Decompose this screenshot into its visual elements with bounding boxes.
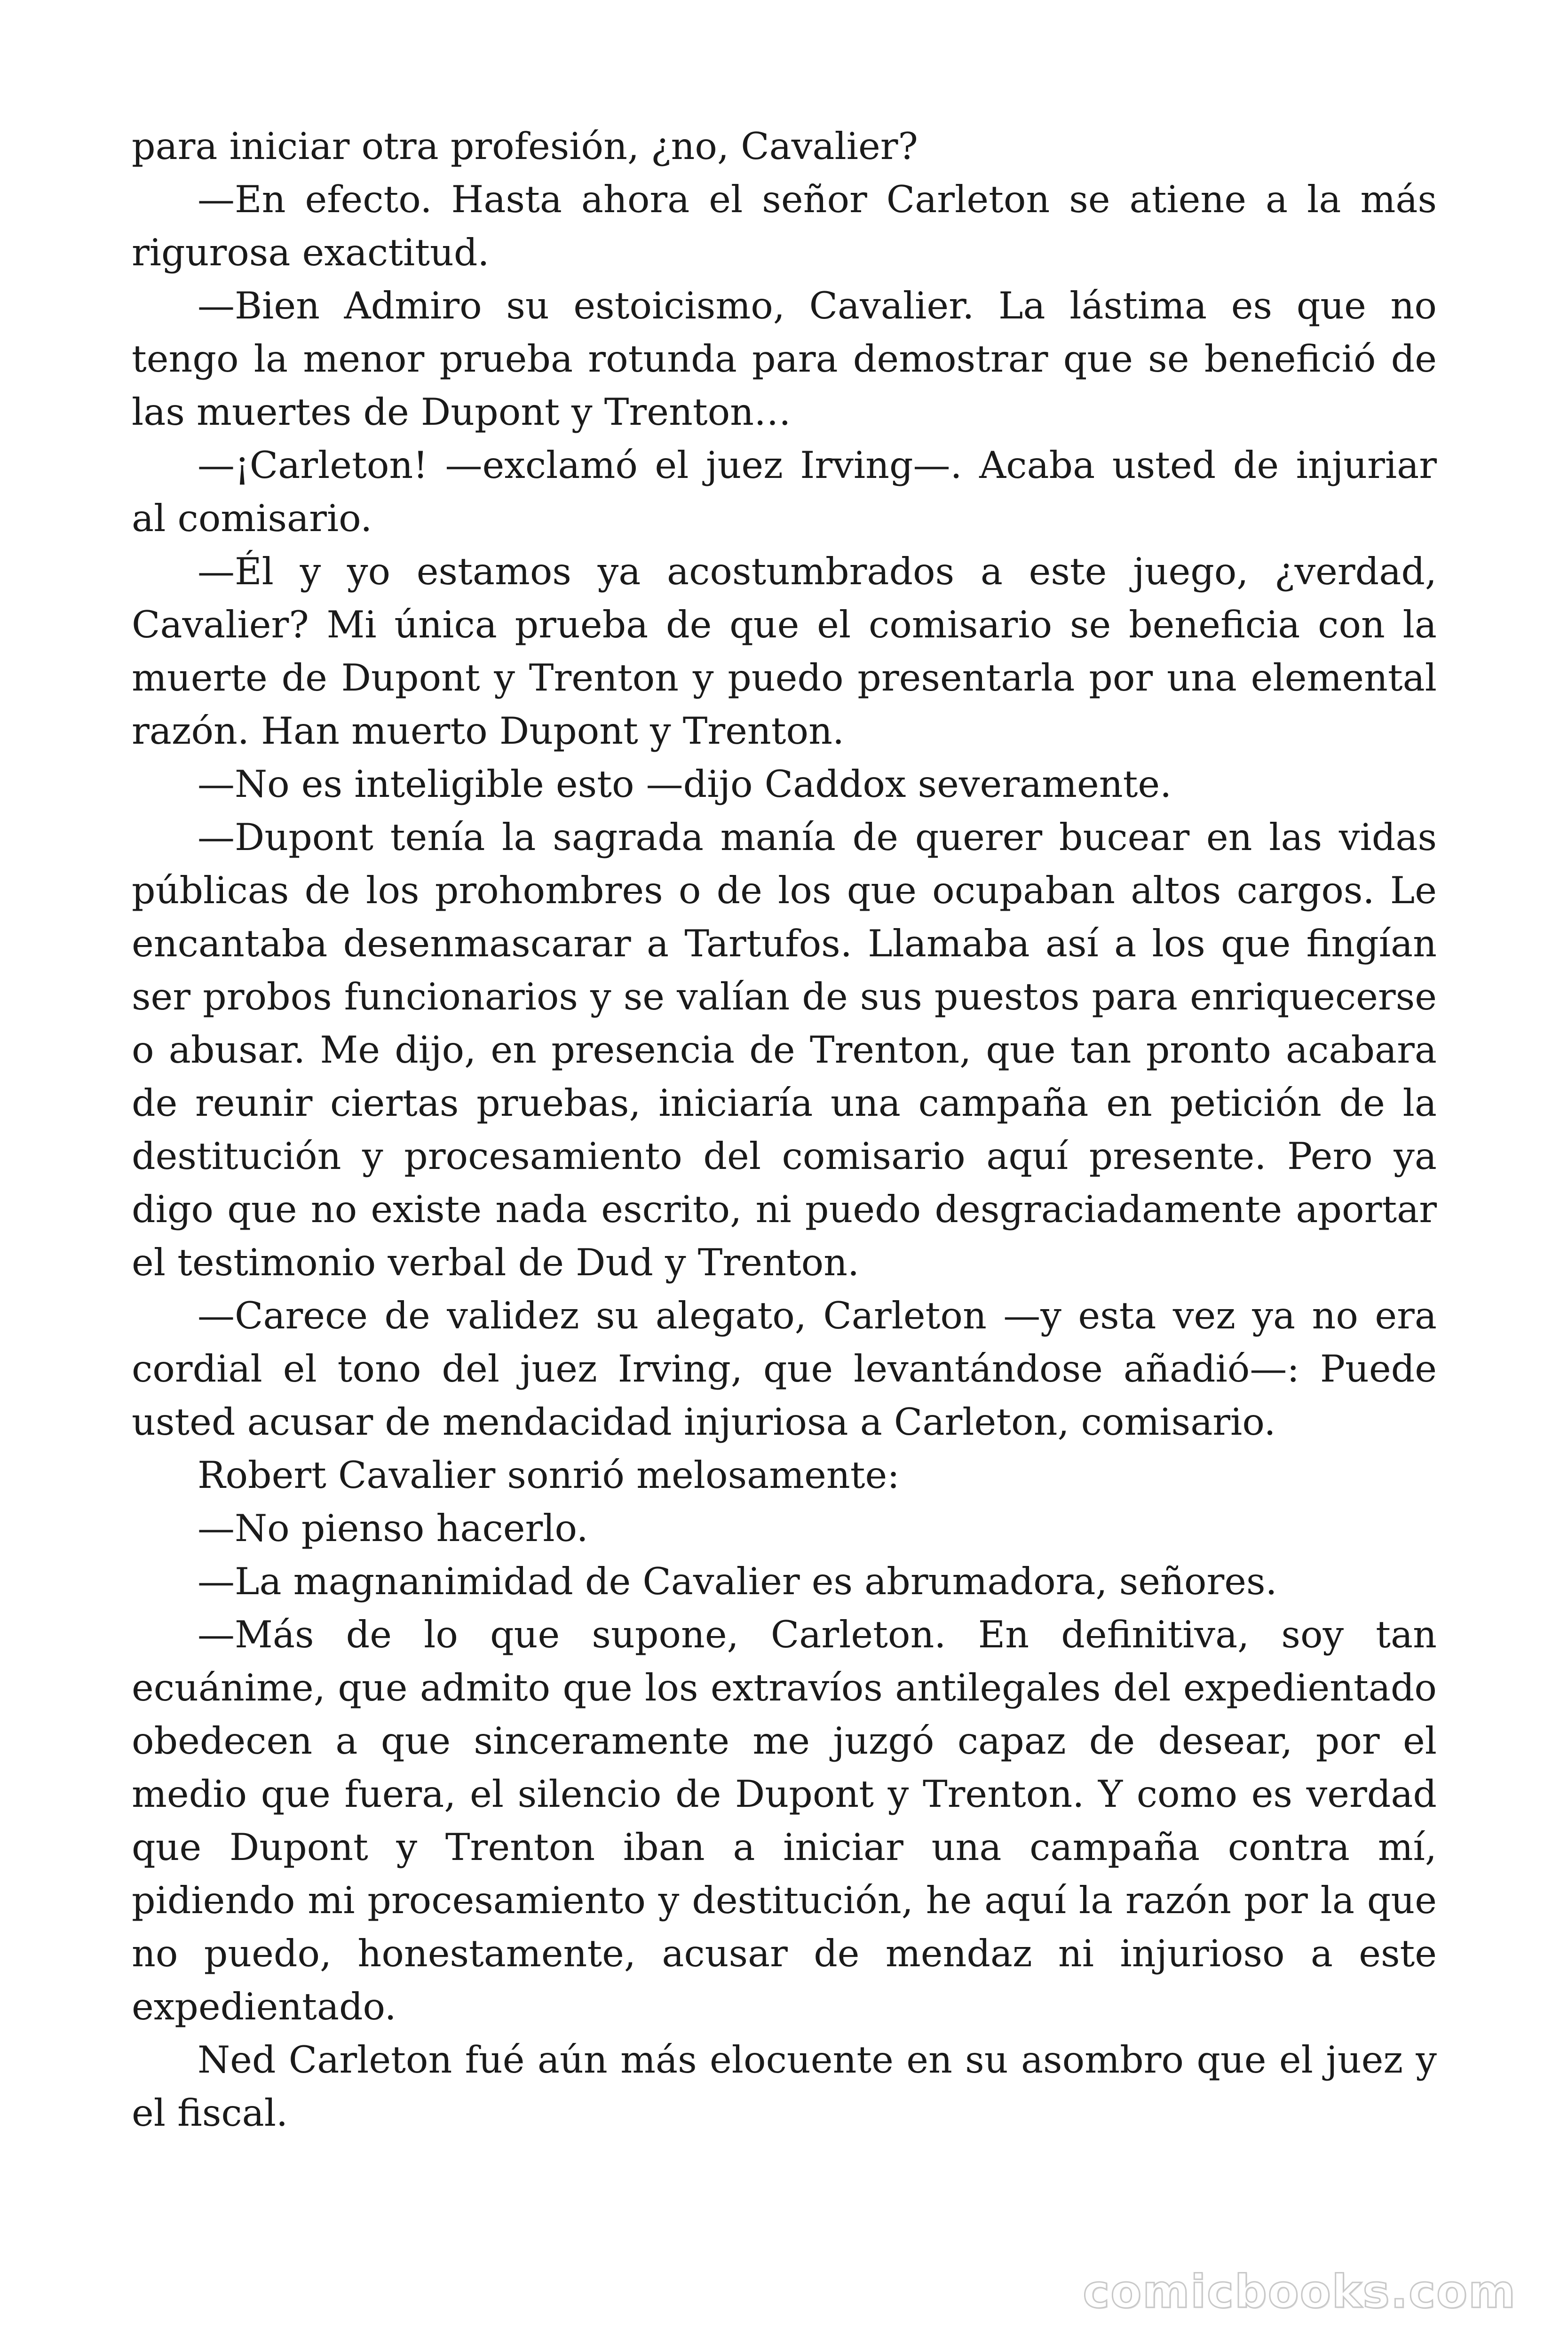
paragraph: —No es inteligible esto —dijo Caddox severamente. (198, 763, 1172, 806)
paragraph: —En efecto. Hasta ahora el señor Carleton se atiene a la más rigurosa exactitud. (132, 178, 1437, 274)
paragraph: —Dupont tenía la sagrada manía de querer bucear en las vidas públicas de los prohombres o de los que ocupaban altos cargos. Le encantaba desenmascarar a Tartufos. Llamaba así a los que fingían ser probos funcionarios y se valían de sus puestos para enriquecerse o abusar. Me dijo, en presencia de Trenton, que tan pronto acabara de reunir ciertas pruebas, iniciaría una campaña en petición de la destitución y procesamiento del comisario aquí presente. Pero ya digo que no existe nada escrito, ni puedo desgraciadamente aportar el testimonio verbal de Dud y Trenton. (132, 816, 1437, 1284)
paragraph: —¡Carleton! —exclamó el juez Irving—. Acaba usted de injuriar al comisario. (132, 444, 1437, 540)
paragraph: —Él y yo estamos ya acostumbrados a este juego, ¿verdad, Cavalier? Mi única prueba de que el comisario se beneficia con la muerte de Dupont y Trenton y puedo presentarla por una elemental razón. Han muerto Dupont y Trenton. (132, 550, 1437, 753)
paragraph: —Carece de validez su alegato, Carleton —y esta vez ya no era cordial el tono del juez Irving, que levantándose añadió—: Puede usted acusar de mendacidad injuriosa a Carleton, comisario. (132, 1294, 1437, 1444)
paragraph: Ned Carleton fué aún más elocuente en su asombro que el juez y el fiscal. (132, 2038, 1437, 2135)
paragraph: —La magnanimidad de Cavalier es abrumadora, señores. (198, 1560, 1277, 1603)
body-text (132, 120, 1437, 2140)
paragraph: —No pienso hacerlo. (198, 1507, 588, 1550)
paragraph: —Bien Admiro su estoicismo, Cavalier. La lástima es que no tengo la menor prueba rotunda para demostrar que se benefició de las muertes de Dupont y Trenton… (132, 284, 1437, 434)
paragraph: Robert Cavalier sonrió melosamente: (198, 1454, 900, 1497)
watermark: comicbooks.com (1083, 2265, 1516, 2318)
paragraph: para iniciar otra profesión, ¿no, Cavalier? (132, 125, 918, 168)
paragraph: —Más de lo que supone, Carleton. En definitiva, soy tan ecuánime, que admito que los extravíos antilegales del expedientado obedecen a que sinceramente me juzgó capaz de desear, por el medio que fuera, el silencio de Dupont y Trenton. Y como es verdad que Dupont y Trenton iban a iniciar una campaña contra mí, pidiendo mi procesamiento y destitución, he aquí la razón por la que no puedo, honestamente, acusar de mendaz ni injurioso a este expedientado. (132, 1613, 1437, 2028)
